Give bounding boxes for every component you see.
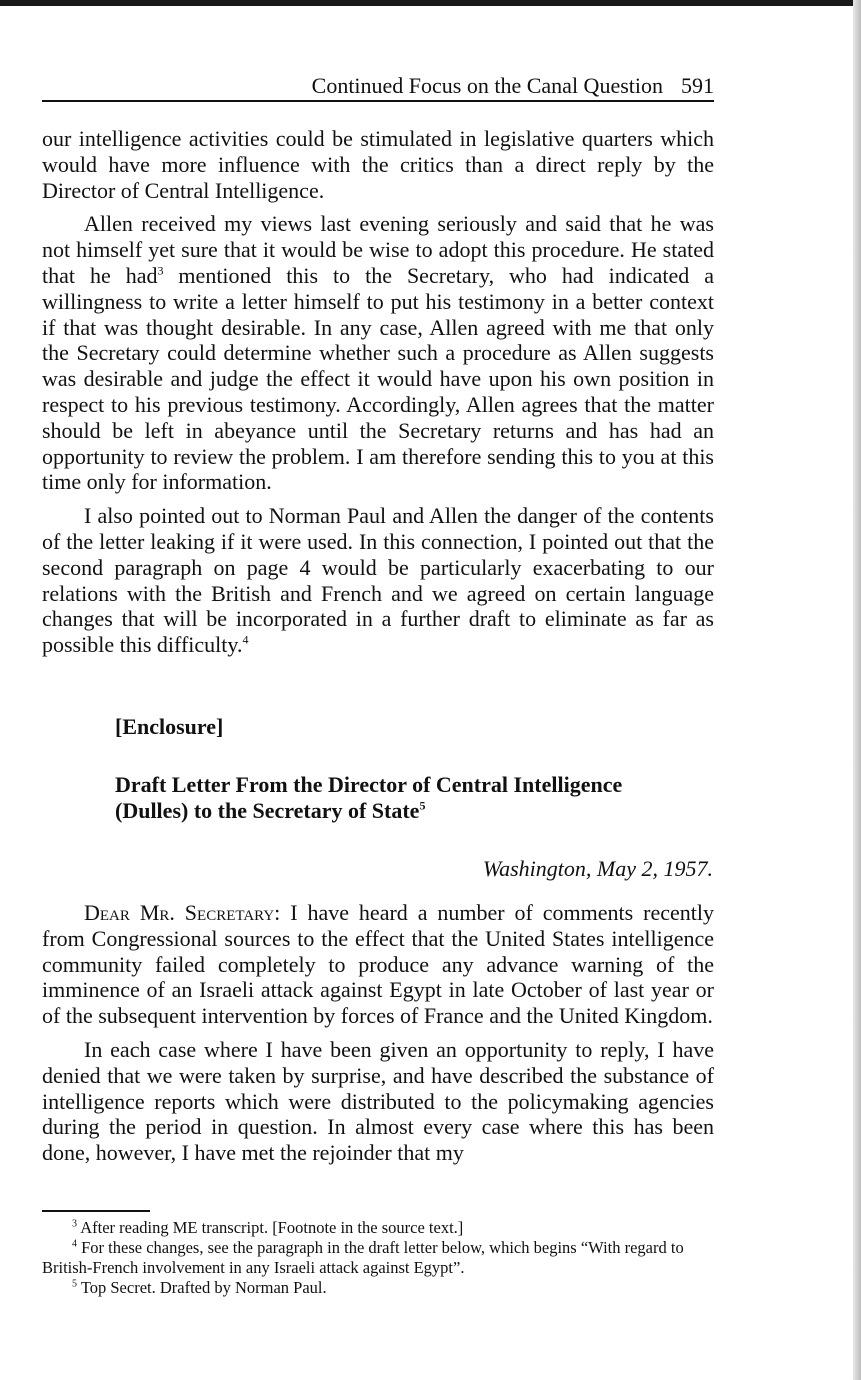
letter-body [42, 900, 714, 1174]
enclosure-label: [Enclosure] [115, 714, 224, 739]
footnote-ref-5: 5 [419, 798, 426, 813]
letter-paragraph-1: Dear Mr. Secretary: I have heard a number of comments recently from Congressional sources to the effect that the United States intelligence community failed completely to produce any advance warning of the imminence of an Israeli attack against Egypt in late October of last year or of the subsequent intervention by forces of France and the United Kingdom. [42, 900, 714, 1029]
footnote-ref-3: 3 [157, 263, 164, 278]
running-header [42, 72, 714, 102]
footnote: $^5$ Top Secret. Drafted by Norman Paul. [72, 1278, 327, 1297]
footnote-ref-4: 4 [242, 632, 249, 647]
footnote-separator [42, 1210, 150, 1212]
footnotes [42, 1218, 714, 1298]
paragraph-continued: our intelligence activities could be stimulated in legislative quarters which would have more influence with the critics than a direct reply by the Director of Central Intelligence. [42, 126, 714, 203]
footnote: $^3$ After reading ME transcript. [Footnote in the source text.] [72, 1218, 464, 1237]
salutation: Dear Mr. Secretary: [84, 900, 281, 925]
body-text-top [42, 126, 714, 666]
dateline: Washington, May 2, 1957. [482, 856, 713, 881]
letter-paragraph-2: In each case where I have been given an opportunity to reply, I have denied that we were taken by surprise, and have described the substance of intelligence reports which were distributed to the policymaking agencies during the period in question. In almost every case where this has been done, however, I have met the rejoinder that my [42, 1036, 714, 1166]
page-number: 591 [681, 73, 714, 98]
paragraph-allen-views: Allen received my views last evening seriously and said that he was not himself yet sure that it would be wise to adopt this procedure. He stated that he had$^3$ mentioned this to the Secretary, who had indicated a willingness to write a letter himself to put his testimony in a better context if that was thought desirable. In any case, Allen agreed with me that only the Secretary could determine whether such a procedure as Allen suggests was desirable and judge the effect it would have upon his own position in respect to his previous testimony. Accordingly, Allen agrees that the matter should be left in abeyance until the Secretary returns and has had an opportunity to review the problem. I am therefore sending this to you at this time only for information. [42, 211, 714, 495]
footnote: $^4$ For these changes, see the paragraph in the draft letter below, which begins “With regard to British-French involvement in any Israeli attack against Egypt”. [42, 1238, 684, 1277]
page-edge-shadow [853, 0, 861, 1380]
running-title: Continued Focus on the Canal Question [311, 73, 663, 98]
draft-letter-title: Draft Letter From the Director of Central Intelligence (Dulles) to the Secretary of State$^5$ [115, 772, 623, 823]
paragraph-leak-danger: I also pointed out to Norman Paul and Allen the danger of the contents of the letter leaking if it were used. In this connection, I pointed out that the second paragraph on page 4 would be particularly exacerbating to our relations with the British and French and we agreed on certain language changes that will be incorporated in a further draft to eliminate as far as possible this difficulty.$^4$ [42, 503, 714, 658]
top-border [0, 0, 861, 6]
